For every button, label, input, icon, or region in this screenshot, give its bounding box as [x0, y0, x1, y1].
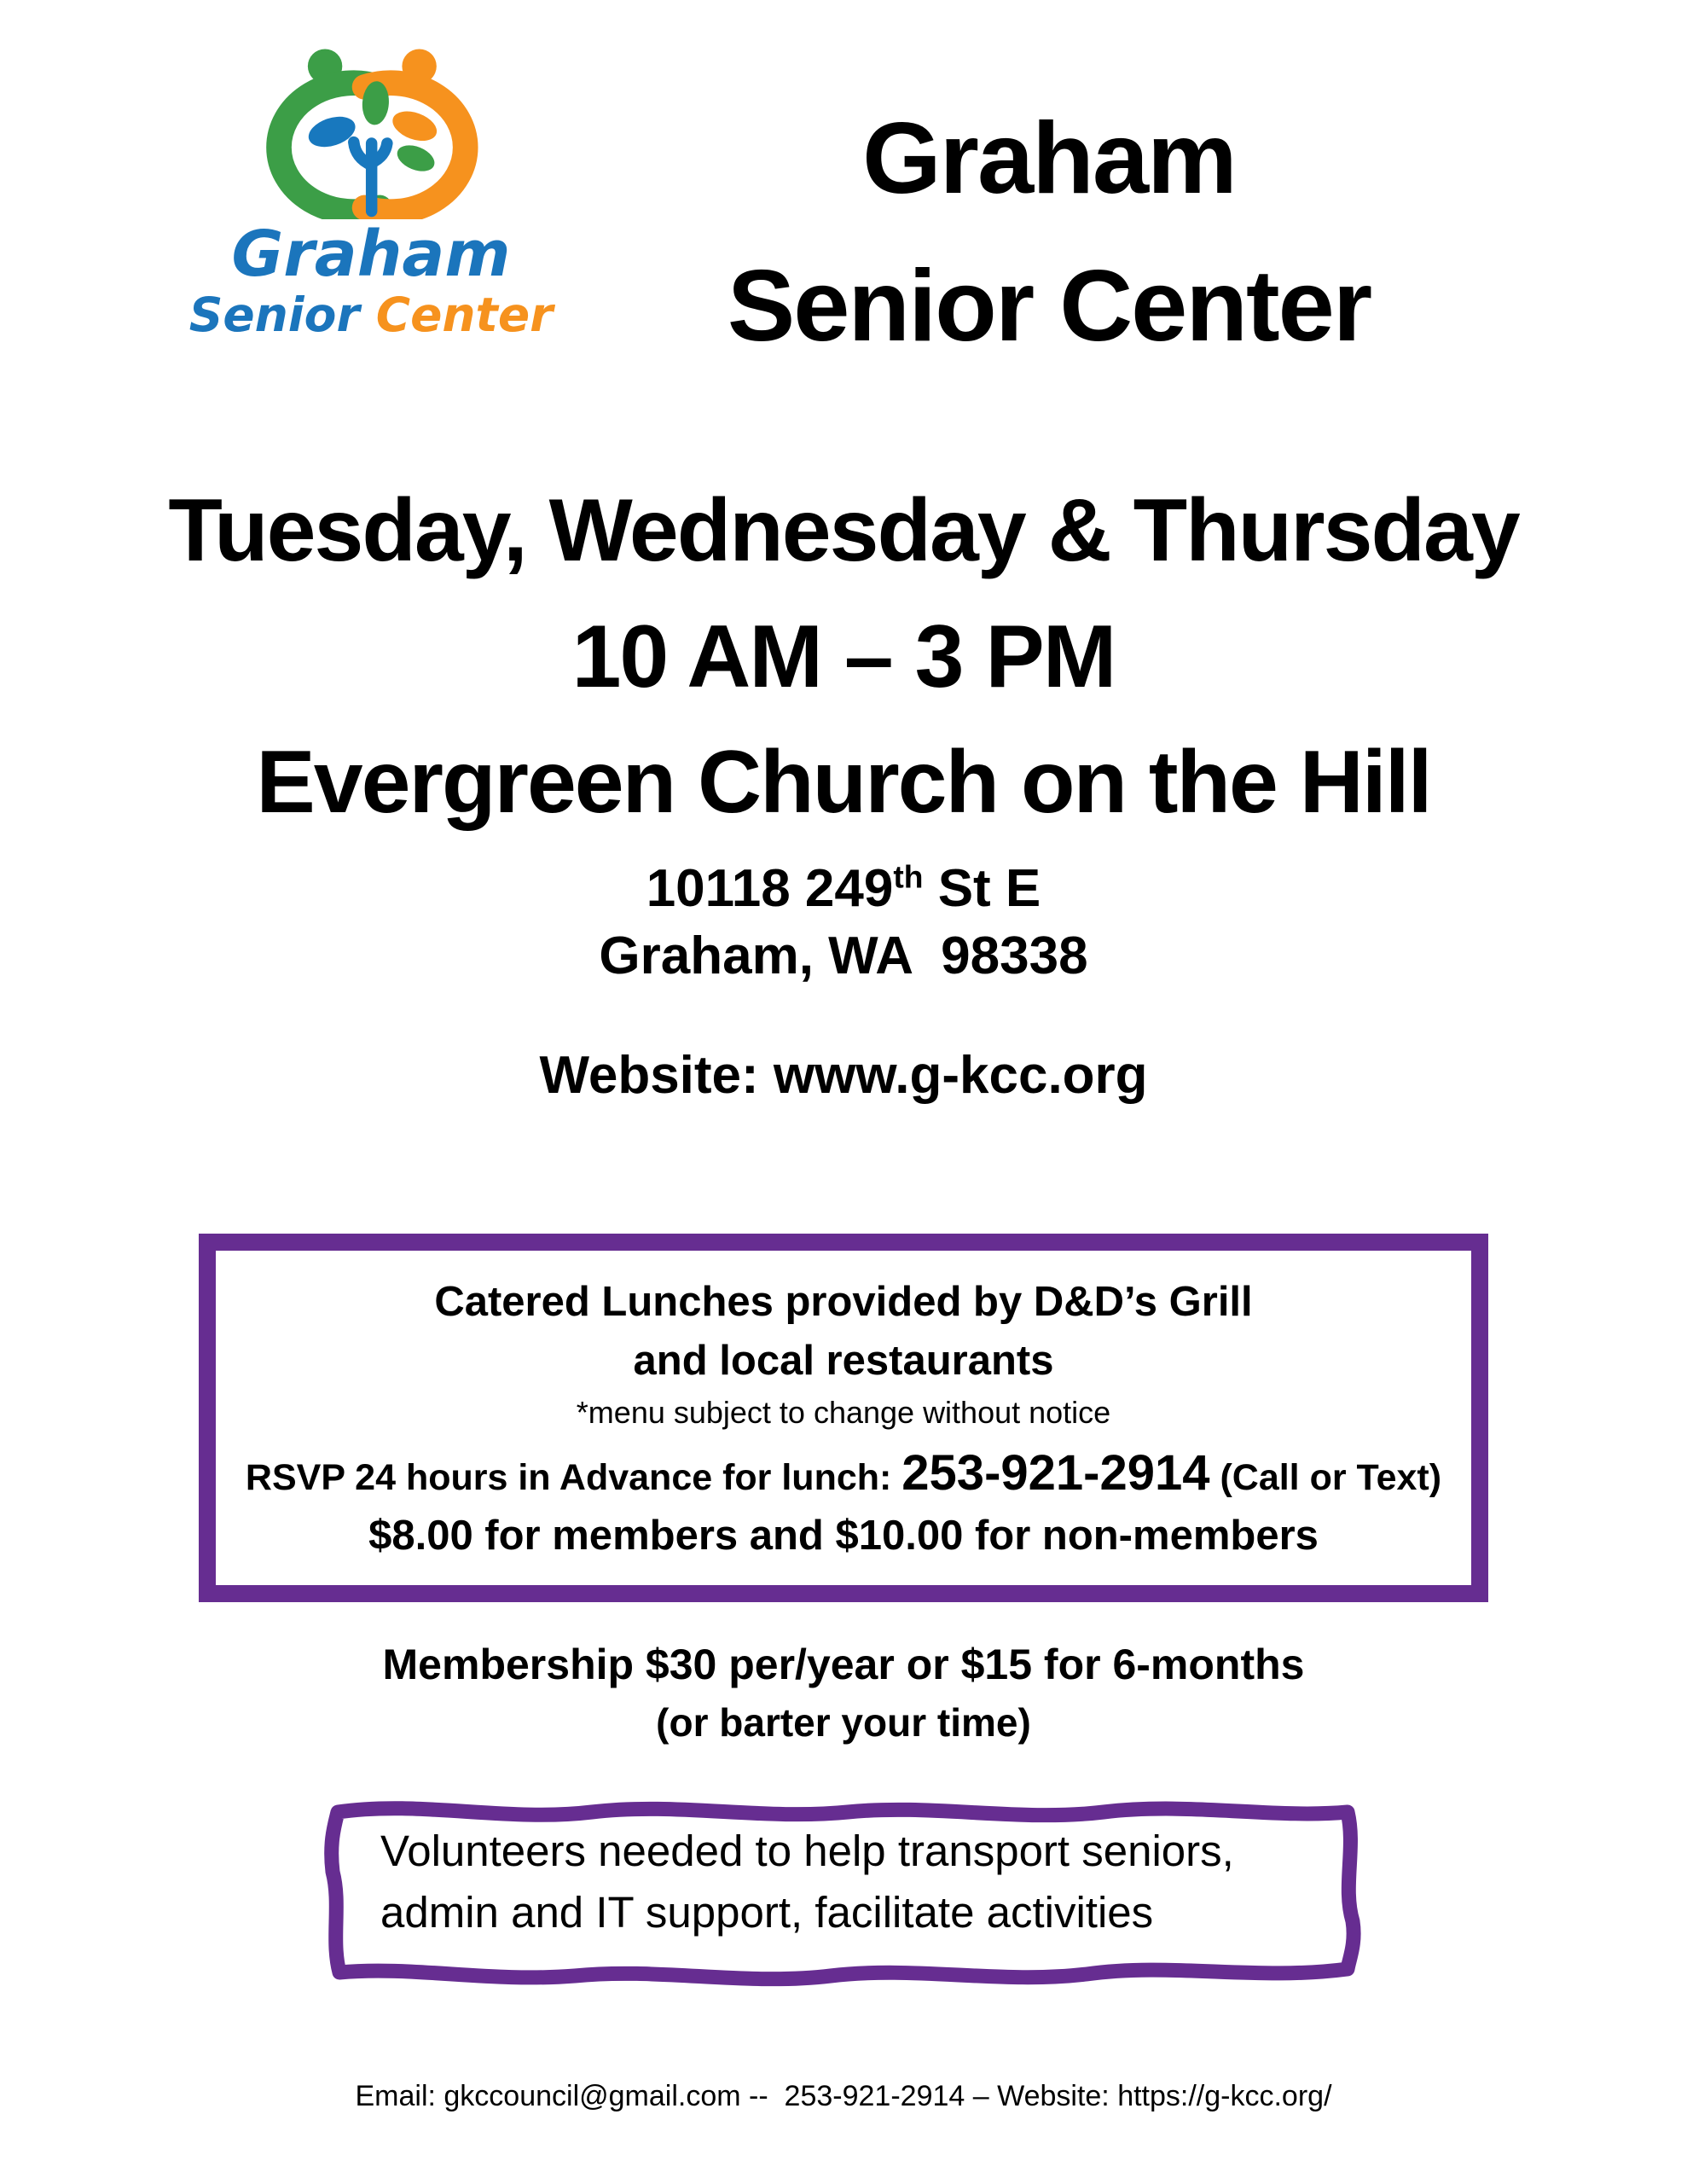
website-line: Website: www.g-kcc.org: [539, 1045, 1148, 1105]
title-line1: Graham: [862, 102, 1236, 215]
membership-barter-line: (or barter your time): [656, 1699, 1031, 1745]
volunteers-line1: Volunteers needed to help transport seniors,: [380, 1826, 1234, 1875]
page-title: [563, 44, 1535, 380]
header: [0, 0, 1687, 380]
schedule-headlines: [0, 468, 1687, 846]
volunteers-box: [319, 1793, 1368, 1989]
volunteers-text: [380, 1821, 1234, 1944]
logo-wordmark-center: Center: [375, 287, 554, 342]
logo-wordmark-senior-center: [179, 289, 563, 342]
address-ordinal: th: [893, 858, 924, 895]
schedule-location: Evergreen Church on the Hill: [256, 733, 1431, 833]
lunch-info-box: [199, 1234, 1488, 1602]
logo-wordmark-graham: Graham: [231, 218, 511, 291]
schedule-days: Tuesday, Wednesday & Thursday: [168, 481, 1519, 581]
address-street: 10118 249th St E: [646, 858, 1041, 919]
schedule-hours: 10 AM – 3 PM: [571, 607, 1116, 706]
membership-block: [0, 1640, 1687, 1745]
lunch-line2: and local restaurants: [633, 1338, 1054, 1385]
title-line2: Senior Center: [727, 248, 1371, 363]
membership-price-line: Membership $30 per/year or $15 for 6-months: [382, 1640, 1305, 1688]
volunteers-line2: admin and IT support, facilitate activities: [380, 1888, 1154, 1937]
footer-contact-line: Email: gkccouncil@gmail.com -- 253-921-2914 – Website: https://g-kcc.org/: [355, 2079, 1332, 2112]
logo-emblem-icon: [239, 44, 503, 219]
lunch-rsvp-line: RSVP 24 hours in Advance for lunch: 253-921-2914 (Call or Text): [245, 1444, 1442, 1501]
rsvp-phone-number: 253-921-2914: [901, 1444, 1210, 1501]
address-city: Graham, WA 98338: [599, 926, 1088, 986]
lunch-menu-note: *menu subject to change without notice: [576, 1394, 1111, 1430]
lunch-price-line: $8.00 for members and $10.00 for non-members: [368, 1512, 1319, 1559]
lunch-line1: Catered Lunches provided by D&D’s Grill: [434, 1278, 1253, 1325]
address-block: [0, 855, 1687, 990]
logo-wordmark-senior: Senior: [188, 287, 376, 342]
logo: [179, 44, 563, 342]
